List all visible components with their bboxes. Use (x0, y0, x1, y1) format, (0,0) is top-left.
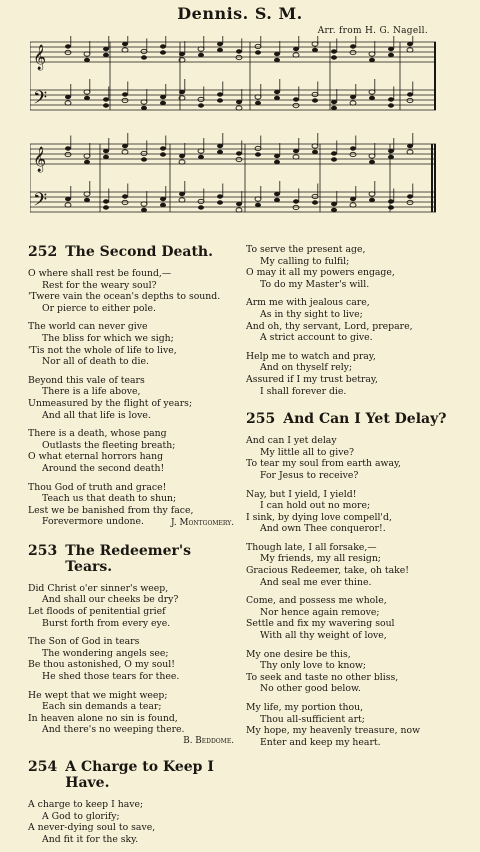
verse-line: Forevermore undone. (42, 516, 144, 528)
note-head (198, 47, 204, 51)
verse-line: For Jesus to receive? (260, 469, 359, 481)
verse-line: Assured if I my trust betray, (246, 373, 378, 385)
note-head (103, 103, 109, 107)
note-head (274, 52, 280, 56)
note-head (388, 97, 394, 101)
note-head (65, 203, 71, 207)
hymn-heading (246, 411, 452, 427)
verse-line: In heaven alone no sin is found, (28, 712, 178, 724)
verse-line: Nor all of death to die. (42, 356, 149, 368)
verse-line: Thy only love to know; (260, 660, 367, 672)
note-head (141, 49, 147, 53)
note-head (388, 199, 394, 203)
stanza (28, 321, 234, 367)
stanza (28, 268, 234, 314)
bass-clef: 𝄢 (33, 190, 48, 215)
verse-line: A strict account to give. (260, 332, 373, 344)
stanza (246, 542, 452, 588)
note-head (179, 160, 185, 164)
note-head (217, 200, 223, 204)
verse-line: Settle and fix my wavering soul (246, 618, 395, 630)
verse-line: To seek and taste no other bliss, (246, 671, 399, 683)
note-head (350, 152, 356, 156)
note-head (141, 208, 147, 212)
verse-line: 'Twere vain the ocean's depths to sound. (28, 291, 221, 303)
note-head (312, 98, 318, 102)
hymn-number: 254 (28, 759, 58, 775)
note-head (274, 90, 280, 94)
note-head (217, 144, 223, 148)
note-head (84, 192, 90, 196)
note-head (103, 53, 109, 57)
verse-line: And own Thee conqueror!. (260, 523, 386, 535)
verse-line: There is a life above, (42, 386, 141, 398)
note-head (407, 98, 413, 102)
note-head (65, 101, 71, 105)
note-head (293, 97, 299, 101)
note-head (84, 58, 90, 62)
hymn-number: 255 (246, 411, 276, 428)
verse-line: The bliss for which we sigh; (42, 332, 174, 344)
note-head (255, 197, 261, 201)
note-head (331, 100, 337, 104)
note-head (255, 152, 261, 156)
note-head (122, 98, 128, 102)
note-head (141, 202, 147, 206)
note-head (122, 194, 128, 198)
hymn-stanzas (28, 268, 234, 528)
verse-line: Lest we be banished from thy face, (28, 504, 194, 516)
verse-line: The wondering angels see; (42, 647, 169, 659)
note-head (293, 47, 299, 51)
note-head (293, 155, 299, 159)
verse-line: He shed those tears for thee. (42, 671, 180, 683)
verse-line: Each sin demands a tear; (42, 701, 162, 713)
note-head (407, 200, 413, 204)
stanza (28, 636, 234, 682)
note-head (84, 198, 90, 202)
note-head (407, 92, 413, 96)
note-head (103, 155, 109, 159)
verse-line: My little all to give? (260, 446, 354, 458)
note-head (65, 197, 71, 201)
note-head (160, 50, 166, 54)
hymn-number: 253 (28, 542, 58, 559)
stanza (28, 799, 234, 845)
note-head (103, 47, 109, 51)
note-head (312, 92, 318, 96)
tune-title: Dennis. S. M. (177, 4, 303, 23)
hymn-254 (28, 759, 234, 845)
stanza (246, 649, 452, 695)
note-head (369, 96, 375, 100)
verse-line: Come, and possess me whole, (246, 595, 387, 607)
note-head (369, 154, 375, 158)
note-head (160, 197, 166, 201)
note-head (103, 149, 109, 153)
left-column (28, 244, 234, 852)
note-head (331, 49, 337, 53)
note-head (388, 149, 394, 153)
note-head (103, 205, 109, 209)
note-head (122, 92, 128, 96)
note-head (198, 155, 204, 159)
note-head (141, 157, 147, 161)
verse-line: Beyond this vale of tears (28, 374, 145, 386)
verse-line: A God to glorify; (42, 810, 120, 822)
note-head (198, 149, 204, 153)
note-head (255, 203, 261, 207)
hymn-author: J. Montgomery. (171, 517, 234, 528)
note-head (65, 152, 71, 156)
note-head (236, 157, 242, 161)
note-head (65, 95, 71, 99)
note-head (388, 47, 394, 51)
note-head (198, 53, 204, 57)
note-head (274, 198, 280, 202)
verse-line: Help me to watch and pray, (246, 350, 376, 362)
verse-line: To do my Master's will. (260, 278, 370, 290)
note-head (141, 55, 147, 59)
verse-line: O where shall rest be found,— (28, 268, 172, 279)
verse-line: He wept that we might weep; (28, 689, 168, 701)
note-head (236, 208, 242, 212)
note-head (350, 95, 356, 99)
verse-line: Thou God of truth and grace! (28, 481, 167, 493)
note-head (179, 90, 185, 94)
note-head (331, 55, 337, 59)
verse-line: And all that life is love. (42, 409, 151, 421)
note-head (160, 152, 166, 156)
note-head (369, 90, 375, 94)
note-head (122, 144, 128, 148)
note-head (103, 199, 109, 203)
note-head (274, 154, 280, 158)
note-head (198, 199, 204, 203)
verse-line: And there's no weeping there. (42, 724, 185, 736)
note-head (312, 144, 318, 148)
note-head (179, 52, 185, 56)
verse-line: And shall our cheeks be dry? (42, 594, 179, 606)
verse-line: Nor hence again remove; (260, 606, 380, 618)
verse-line: I can hold out no more; (260, 500, 371, 512)
note-head (236, 202, 242, 206)
note-head (274, 192, 280, 196)
verse-line: No other good below. (260, 683, 361, 695)
hymn-title: The Redeemer's Tears. (65, 542, 192, 575)
note-head (160, 203, 166, 207)
note-head (141, 100, 147, 104)
note-head (312, 48, 318, 52)
note-head (84, 96, 90, 100)
verse-line: Teach us that death to shun; (42, 493, 177, 505)
note-head (217, 42, 223, 46)
note-head (141, 106, 147, 110)
hymn-title: The Second Death. (65, 244, 213, 260)
note-head (274, 160, 280, 164)
note-head (331, 208, 337, 212)
note-head (236, 100, 242, 104)
note-head (388, 53, 394, 57)
note-head (369, 192, 375, 196)
note-head (255, 44, 261, 48)
verse-line: Burst forth from every eye. (42, 617, 171, 629)
verse-line: O what eternal horrors hang (28, 451, 164, 463)
note-head (407, 150, 413, 154)
note-head (236, 151, 242, 155)
note-head (293, 53, 299, 57)
bass-clef: 𝄢 (33, 88, 48, 113)
stanza (246, 244, 452, 290)
verse-line: Did Christ o'er sinner's weep, (28, 582, 169, 594)
note-head (198, 97, 204, 101)
hymn-title: A Charge to Keep I Have. (65, 759, 214, 791)
verse-line: And oh, thy servant, Lord, prepare, (246, 320, 413, 332)
hymn-253 (28, 543, 234, 747)
note-head (407, 144, 413, 148)
hymn-stanzas (28, 799, 234, 845)
verse-line: I sink, by dying love compell'd, (246, 511, 392, 523)
note-head (122, 48, 128, 52)
note-head (255, 50, 261, 54)
stanza (28, 690, 234, 736)
note-head (407, 194, 413, 198)
note-head (369, 52, 375, 56)
note-head (274, 58, 280, 62)
note-head (331, 157, 337, 161)
note-head (217, 98, 223, 102)
verse-line: And can I yet delay (246, 435, 337, 447)
verse-line: And seal me ever thine. (260, 576, 372, 588)
verse-line: Let floods of penitential grief (28, 606, 166, 618)
verse-line: Arm me with jealous care, (246, 297, 370, 309)
verse-line: Gracious Redeemer, take, oh take! (246, 565, 410, 577)
note-head (350, 44, 356, 48)
verse-line: To tear my soul from earth away, (246, 458, 401, 470)
verse-line: A charge to keep I have; (28, 799, 144, 810)
note-head (122, 200, 128, 204)
hymn-stanzas (28, 583, 234, 736)
stanza (28, 375, 234, 421)
note-head (65, 44, 71, 48)
note-head (198, 103, 204, 107)
hymn-stanzas (246, 435, 452, 748)
note-head (179, 192, 185, 196)
note-head (122, 42, 128, 46)
sheet-music (30, 36, 436, 236)
verse-line: Outlasts the fleeting breath; (42, 439, 176, 451)
note-head (217, 194, 223, 198)
hymn-number: 252 (28, 244, 58, 260)
note-head (65, 50, 71, 54)
verse-line: With all thy weight of love, (260, 630, 387, 642)
note-head (160, 146, 166, 150)
note-head (293, 103, 299, 107)
hymn-heading (28, 543, 234, 575)
note-head (312, 200, 318, 204)
stanza (246, 297, 452, 343)
note-head (388, 103, 394, 107)
note-head (369, 198, 375, 202)
note-head (236, 106, 242, 110)
note-head (369, 58, 375, 62)
note-head (388, 155, 394, 159)
verse-line: O may it all my powers engage, (246, 267, 395, 279)
note-head (293, 199, 299, 203)
verse-line: My calling to fulfil; (260, 255, 350, 267)
note-head (141, 151, 147, 155)
verse-line: A never-dying soul to save, (28, 822, 156, 834)
note-head (312, 194, 318, 198)
verse-line: My friends, my all resign; (260, 553, 381, 565)
note-head (331, 151, 337, 155)
note-head (312, 150, 318, 154)
note-head (407, 48, 413, 52)
note-head (255, 95, 261, 99)
note-head (84, 52, 90, 56)
note-head (331, 202, 337, 206)
note-head (84, 154, 90, 158)
note-head (350, 203, 356, 207)
treble-clef: 𝄞 (33, 147, 47, 172)
note-head (236, 49, 242, 53)
verse-line: There is a death, whose pang (28, 428, 167, 440)
note-head (160, 101, 166, 105)
note-head (312, 42, 318, 46)
note-head (65, 146, 71, 150)
verse-line: My life, my portion thou, (246, 702, 364, 713)
note-head (198, 205, 204, 209)
hymn-heading (28, 244, 234, 260)
note-head (274, 96, 280, 100)
hymn-heading (28, 759, 234, 791)
note-head (84, 160, 90, 164)
note-head (103, 97, 109, 101)
note-head (369, 160, 375, 164)
note-head (179, 198, 185, 202)
stanza (246, 435, 452, 481)
note-head (236, 55, 242, 59)
note-head (293, 149, 299, 153)
stanza (246, 351, 452, 397)
stanza (28, 428, 234, 474)
verse-line: The world can never give (28, 321, 148, 333)
note-head (350, 50, 356, 54)
note-head (350, 101, 356, 105)
verse-line: Thou all-sufficient art; (260, 713, 365, 725)
verse-line: Rest for the weary soul? (42, 279, 157, 291)
treble-clef: 𝄞 (33, 45, 47, 70)
note-head (407, 42, 413, 46)
stanza (28, 583, 234, 629)
verse-line: As in thy sight to live; (260, 308, 363, 320)
note-head (331, 106, 337, 110)
verse-line: Though late, I all forsake,— (246, 541, 377, 553)
verse-line: My hope, my heavenly treasure, now (246, 725, 421, 737)
verse-line: The Son of God in tears (28, 636, 140, 648)
note-head (388, 205, 394, 209)
note-head (160, 44, 166, 48)
verse-line: Unmeasured by the flight of years; (28, 397, 193, 409)
note-head (84, 90, 90, 94)
verse-line: Be thou astonished, O my soul! (28, 659, 175, 671)
note-head (160, 95, 166, 99)
verse-line: My one desire be this, (246, 648, 351, 660)
hymn-author: B. Beddome. (183, 736, 234, 746)
note-head (217, 92, 223, 96)
hymn-255 (246, 411, 452, 748)
note-head (350, 146, 356, 150)
verse-line: Enter and keep my heart. (260, 736, 381, 748)
note-head (122, 150, 128, 154)
hymn-254-continued (246, 244, 452, 397)
note-head (179, 154, 185, 158)
verse-line: Nay, but I yield, I yield! (246, 488, 357, 500)
verse-line: Around the second death! (42, 462, 165, 474)
note-head (293, 205, 299, 209)
verse-line: And fit it for the sky. (42, 833, 139, 845)
verse-line: And on thyself rely; (260, 362, 353, 374)
note-head (350, 197, 356, 201)
stanza (246, 702, 452, 748)
note-head (217, 150, 223, 154)
stanza (246, 595, 452, 641)
note-head (255, 146, 261, 150)
hymn-title: And Can I Yet Delay? (283, 411, 447, 428)
note-head (255, 101, 261, 105)
verse-line: Or pierce to either pole. (42, 302, 156, 314)
tune-arranger: Arr. from H. G. Nagell. (317, 26, 428, 36)
verse-line: 'Tis not the whole of life to live, (28, 344, 177, 356)
hymn-252 (28, 244, 234, 529)
right-column (246, 244, 452, 755)
verse-line: To serve the present age, (246, 244, 366, 255)
verse-line: I shall forever die. (260, 385, 347, 397)
stanza (246, 489, 452, 535)
note-head (217, 48, 223, 52)
